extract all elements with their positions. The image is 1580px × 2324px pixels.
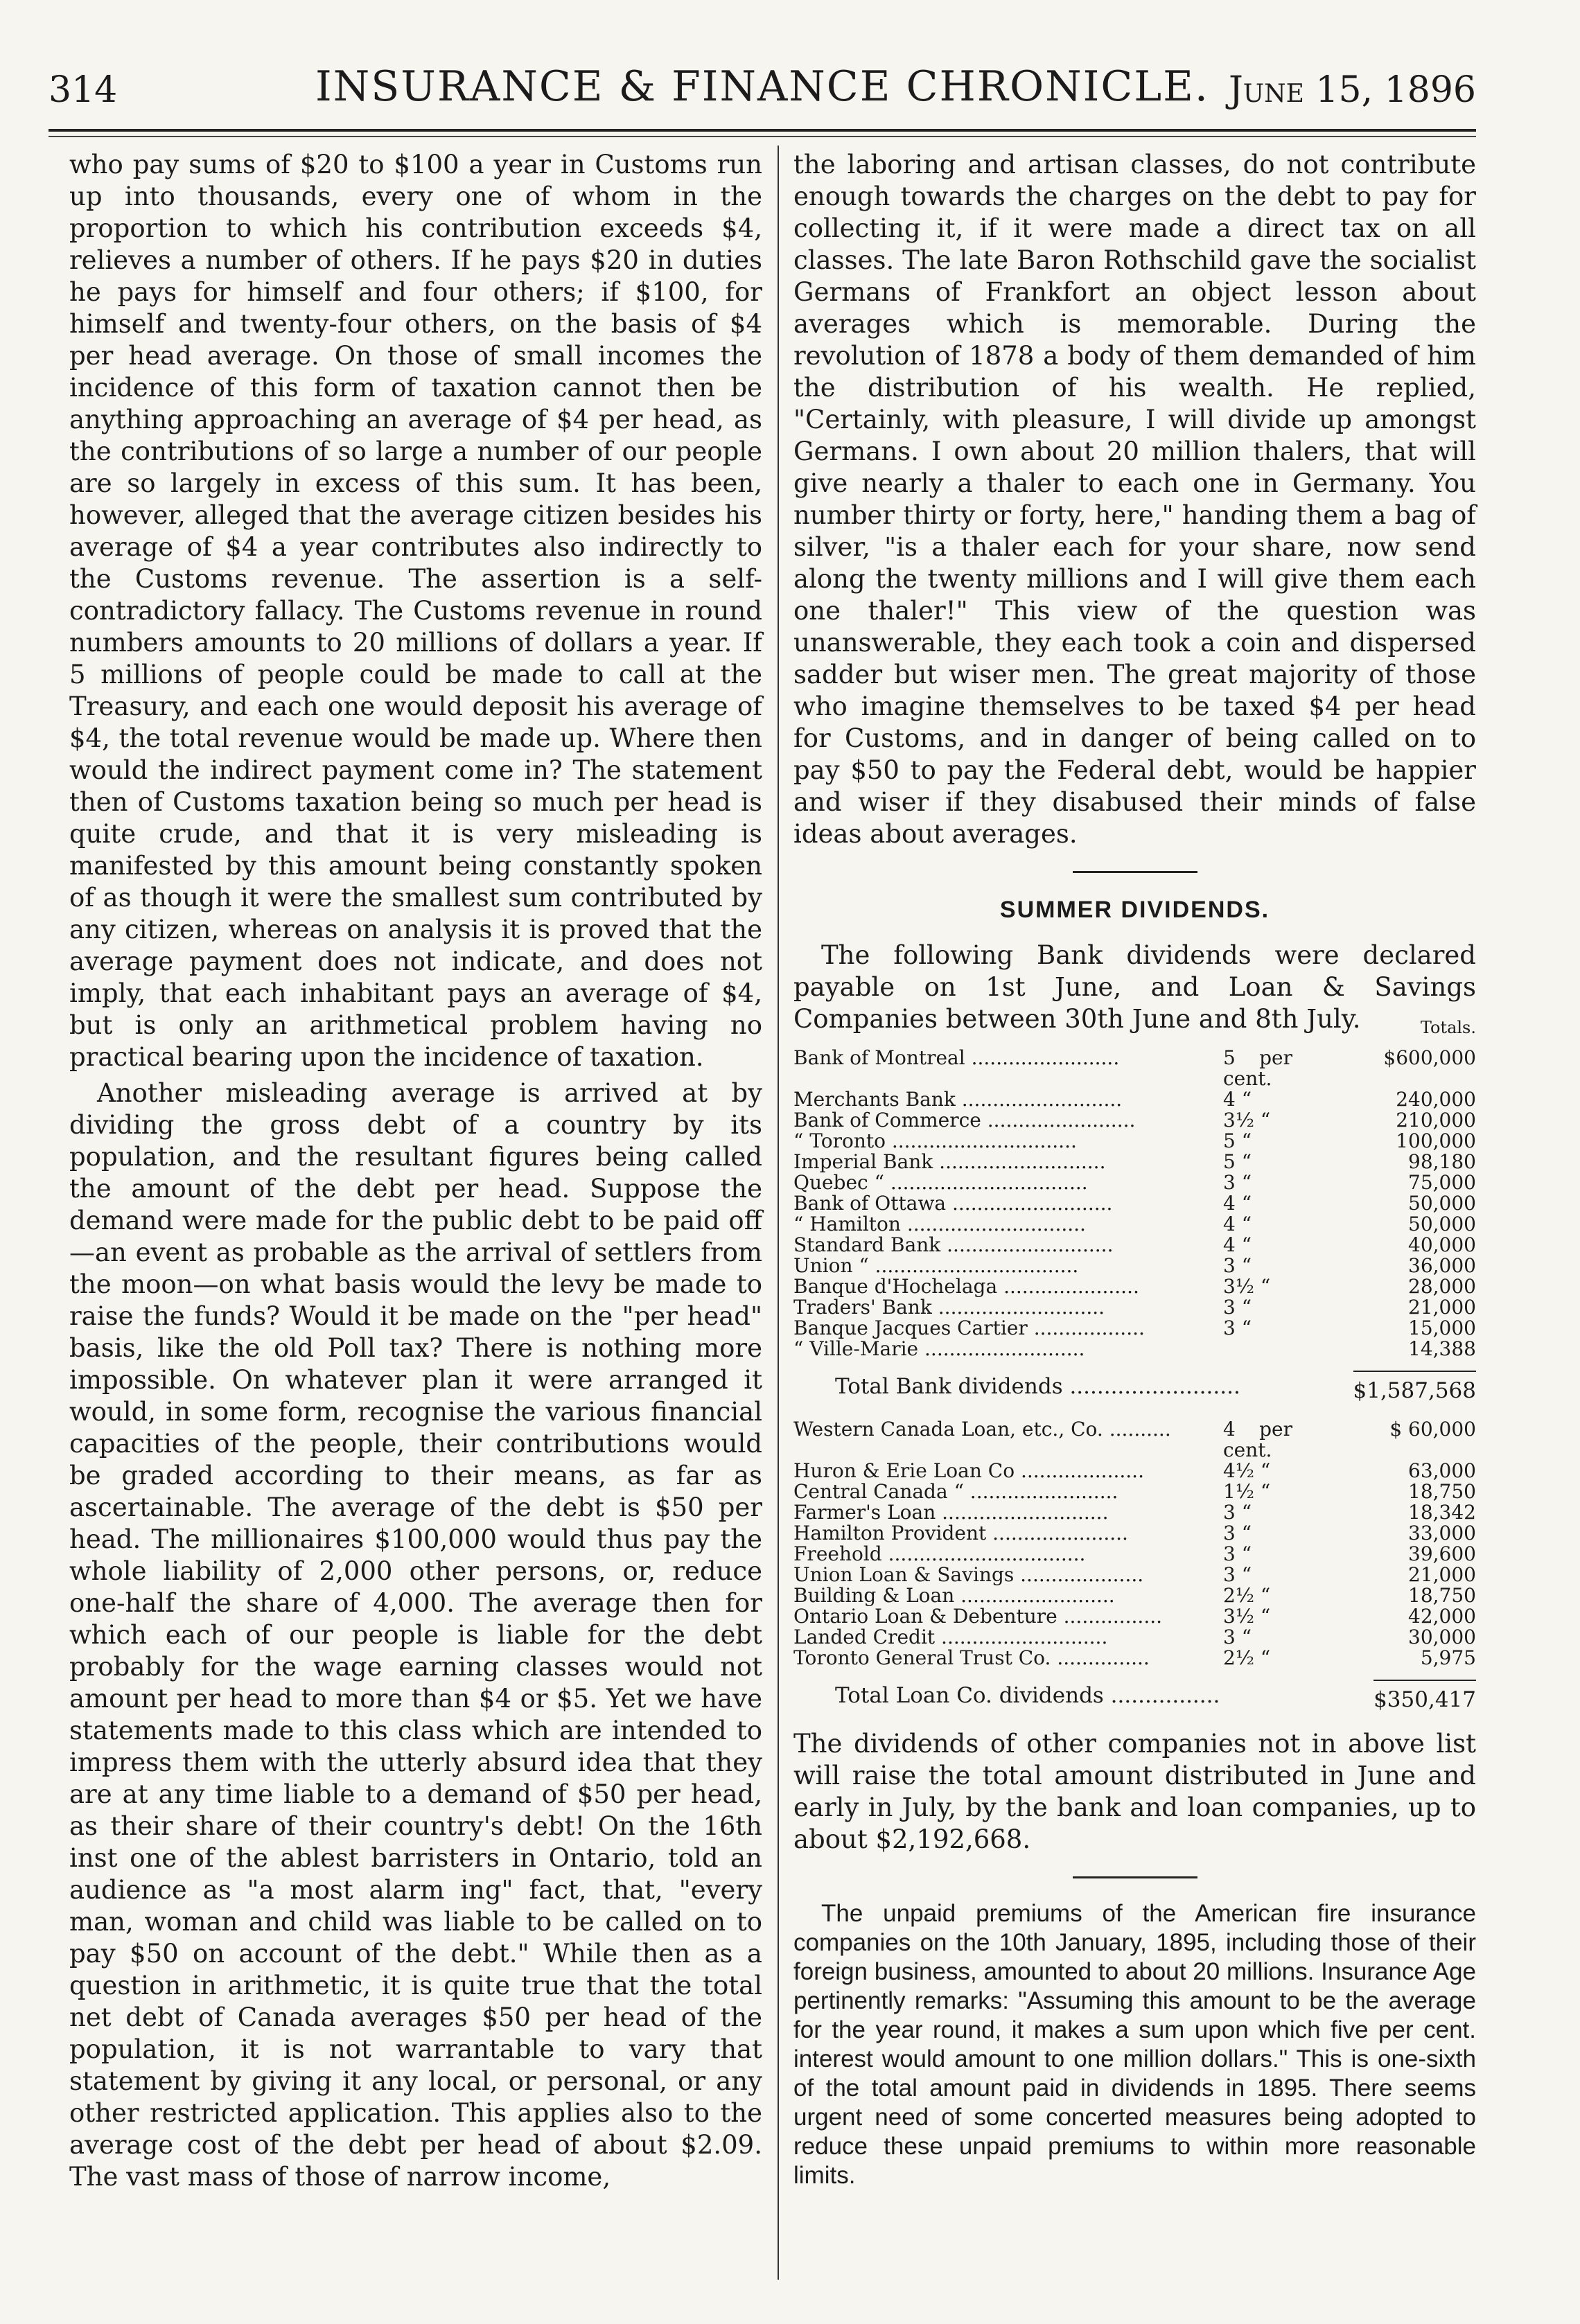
bank-amount: 50,000 <box>1408 1192 1476 1215</box>
loan-amount: 30,000 <box>1408 1626 1476 1648</box>
bank-rate: 5 “ <box>1223 1150 1252 1173</box>
bank-rate: 4 “ <box>1223 1088 1252 1111</box>
loan-rate: 4 per cent. <box>1223 1418 1292 1461</box>
bank-name: Banque Jacques Cartier .................. <box>793 1318 1145 1339</box>
bank-name: Banque d'Hochelaga ...................... <box>793 1276 1139 1297</box>
bank-rate: 4 “ <box>1223 1213 1252 1235</box>
bank-amount: 210,000 <box>1396 1109 1476 1132</box>
loan-row <box>793 1419 1476 1461</box>
bank-row <box>793 1193 1476 1214</box>
bank-rate: 3½ “ <box>1223 1109 1271 1132</box>
loan-rate: 2½ “ <box>1223 1646 1271 1669</box>
loan-row <box>793 1523 1476 1544</box>
loan-row <box>793 1461 1476 1481</box>
bank-name: Traders' Bank ........................... <box>793 1297 1105 1318</box>
loan-rate: 2½ “ <box>1223 1584 1271 1607</box>
loan-amount: 39,600 <box>1408 1542 1476 1565</box>
loan-total-row <box>793 1680 1476 1716</box>
article-paragraph: who pay sums of $20 to $100 a year in Customs run up into thousands, every one of whom in the proportion to which his contribution exceeds $4, relieves a number of others. If he pays $20 in duties he pays for himself and four others; if $100, for himself and twenty-four others, on the basis of $4 per head average. On those of small incomes the incidence of this form of taxation cannot then be anything approaching an average of $4 per head, as the contributions of so large a number of our people are so largely in excess of this sum. It has been, however, alleged that the average citizen besides his average of $4 a year contributes also indirectly to the Customs revenue. The assertion is a self-contradictory fallacy. The Customs revenue in round numbers amounts to 20 millions of dollars a year. If 5 millions of people could be made to call at the Treasury, and each one would deposit his average of $4, the total revenue would be made up. Where then would the indirect payment come in? The statement then of Customs taxation being so much per head is quite crude, and that it is very misleading is manifested by this amount being constantly spoken of as though it were the smallest sum contributed by any citizen, whereas on analysis it is proved that the average payment does not indicate, and does not imply, that each inhabitant pays an average of $4, but is only an arithmetical problem having no practical bearing upon the incidence of taxation. <box>69 150 762 1072</box>
bank-dividends-table <box>793 1048 1476 1359</box>
bank-amount: 100,000 <box>1396 1129 1476 1152</box>
header-rule <box>49 129 1476 132</box>
loan-rate: 3 “ <box>1223 1626 1252 1648</box>
loan-name: Freehold ................................ <box>793 1544 1086 1565</box>
bank-name: Quebec “ ................................ <box>793 1172 1088 1193</box>
page-header <box>49 62 1476 125</box>
bank-name: Standard Bank ........................... <box>793 1235 1114 1256</box>
bank-name: Merchants Bank .......................... <box>793 1089 1123 1110</box>
bank-row <box>793 1235 1476 1256</box>
loan-rate: 3 “ <box>1223 1542 1252 1565</box>
loan-row <box>793 1544 1476 1565</box>
bank-rate: 3 “ <box>1223 1296 1252 1319</box>
bank-amount: 28,000 <box>1408 1275 1476 1298</box>
loan-row <box>793 1481 1476 1502</box>
bank-amount: 40,000 <box>1408 1233 1476 1256</box>
loan-rate: 3½ “ <box>1223 1605 1271 1628</box>
bank-total-amount: $1,587,568 <box>1353 1371 1477 1407</box>
loan-name: Union Loan & Savings .................... <box>793 1565 1144 1585</box>
bank-name: Bank of Commerce ........................ <box>793 1110 1136 1131</box>
bank-rate <box>1223 1339 1292 1359</box>
loan-rate: 3 “ <box>1223 1501 1252 1524</box>
loan-name: Landed Credit ........................... <box>793 1627 1108 1648</box>
section-rule <box>1073 871 1197 873</box>
loan-name: Hamilton Provident ...................... <box>793 1523 1128 1544</box>
article-continuation: the laboring and artisan classes, do not contribute enough towards the charges on the debt to pay for collecting it, if it were made a direct tax on all classes. The late Baron Rothschild gave the socialist Germans of Frankfort an object lesson about averages which is memorable. During the revolution of 1878 a body of them demanded of him the distribution of his wealth. He replied, "Certainly, with pleasure, I will divide up amongst Germans. I own about 20 million thalers, that will give nearly a thaler to each one in Germany. You number thirty or forty, here," handing them a bag of silver, "is a thaler each for your share, now send along the twenty millions and I will give them each one thaler!" This view of the question was unanswerable, they each took a coin and dispersed sadder but wiser men. The great majority of those who imagine themselves to be taxed $4 per head for Customs, and in danger of being called on to pay $50 to pay the Federal debt, would be happier and wiser if they disabused their minds of false ideas about averages. <box>793 150 1476 849</box>
loan-amount: 63,000 <box>1408 1459 1476 1482</box>
bank-rate: 3 “ <box>1223 1171 1252 1194</box>
bank-total-label: Total Bank dividends ......................... <box>835 1374 1240 1399</box>
bank-rate: 5 per cent. <box>1223 1046 1292 1090</box>
bank-rate: 3 “ <box>1223 1317 1252 1339</box>
issue-date: June 15, 1896 <box>1228 69 1476 111</box>
bank-name: Union “ ................................. <box>793 1256 1079 1276</box>
header-rule-thin <box>49 136 1476 137</box>
bank-rate: 3½ “ <box>1223 1275 1271 1298</box>
bank-name: Bank of Montreal ........................ <box>793 1048 1120 1069</box>
loan-amount: 42,000 <box>1408 1605 1476 1628</box>
loan-name: Ontario Loan & Debenture ................ <box>793 1606 1163 1627</box>
section-rule <box>1073 1876 1197 1878</box>
loan-row <box>793 1585 1476 1606</box>
loan-name: Western Canada Loan, etc., Co. .......... <box>793 1419 1171 1441</box>
right-column <box>793 149 1476 2194</box>
loan-name: Building & Loan ......................... <box>793 1585 1115 1606</box>
page-number: 314 <box>49 69 118 111</box>
bank-row <box>793 1172 1476 1193</box>
loan-amount: 18,750 <box>1408 1584 1476 1607</box>
bank-amount: 21,000 <box>1408 1296 1476 1319</box>
bank-amount: 240,000 <box>1396 1088 1476 1111</box>
loan-row <box>793 1606 1476 1627</box>
bank-row <box>793 1131 1476 1152</box>
bank-name: Bank of Ottawa .......................... <box>793 1193 1113 1214</box>
loan-rate: 3 “ <box>1223 1563 1252 1586</box>
article-paragraph: Another misleading average is arrived at by dividing the gross debt of a country by its population, and the resultant figures being called the amount of the debt per head. Suppose the demand were made for the public debt to be paid off—an event as probable as the arrival of settlers from the moon—on what basis would the levy be made to raise the funds? Would it be made on the "per head" basis, like the old Poll tax? There is nothing more impossible. On whatever plan it were arranged it would, in some form, recognise the various financial capacities of the people, their contributions would be graded according to their means, as far as ascertainable. The average of the debt is $50 per head. The millionaires $100,000 would thus pay the whole liability of 2,000 other persons, or, reduce one-half the share of 4,000. The average then for which each of our people is liable for the debt probably for the wage earning classes would not amount per head to more than $4 or $5. Yet we have statements made to this class which are intended to impress them with the utterly absurd idea that they are at any time liable to a demand of $50 per head, as their share of their country's debt! On the 16th inst one of the ablest barristers in Ontario, told an audience as "a most alarm ing" fact, that, "every man, woman and child was liable to be called on to pay $50 on account of the debt." While then as a question in arithmetic, it is quite true that the total net debt of Canada averages $50 per head of the population, it is not warrantable to vary that statement by giving it any local, or personal, or any other restricted application. This applies also to the average cost of the debt per head of about $2.09. The vast mass of those of narrow income, <box>69 1078 762 2192</box>
bank-row <box>793 1048 1476 1089</box>
loan-dividends-table <box>793 1419 1476 1669</box>
loan-row <box>793 1648 1476 1669</box>
bank-name: “ Ville-Marie .......................... <box>793 1339 1085 1359</box>
loan-name: Toronto General Trust Co. ............... <box>793 1648 1150 1669</box>
bank-amount: 50,000 <box>1408 1213 1476 1235</box>
loan-amount: 33,000 <box>1408 1522 1476 1544</box>
loan-row <box>793 1627 1476 1648</box>
bank-amount: 15,000 <box>1408 1317 1476 1339</box>
loan-rate: 1½ “ <box>1223 1480 1271 1503</box>
bank-name: “ Hamilton ............................. <box>793 1214 1086 1235</box>
totals-heading: Totals. <box>1420 1018 1476 1037</box>
bank-name: Imperial Bank ........................... <box>793 1152 1106 1172</box>
bank-amount: 36,000 <box>1408 1254 1476 1277</box>
bank-amount: 14,388 <box>1408 1337 1476 1360</box>
bank-row <box>793 1089 1476 1110</box>
masthead-title: INSURANCE & FINANCE CHRONICLE. <box>315 62 1209 111</box>
bank-rate: 5 “ <box>1223 1129 1252 1152</box>
left-column <box>69 149 762 2197</box>
unpaid-premiums-text: The unpaid premiums of the American fire insurance companies on the 10th January, 1895, including those of their foreign business, amounted to about 20 millions. Insurance Age pertinently remarks: "Assuming this amount to be the average for the year round, it makes a sum upon which five per cent. interest would amount to one million dollars." This is one-sixth of the total amount paid in dividends in 1895. There seems urgent need of some concerted measures being adopted to reduce these unpaid premiums to within more reasonable limits. <box>793 1900 1476 2189</box>
bank-amount: 75,000 <box>1408 1171 1476 1194</box>
bank-row <box>793 1318 1476 1339</box>
bank-amount: $600,000 <box>1383 1046 1476 1069</box>
bank-row <box>793 1276 1476 1297</box>
bank-amount: 98,180 <box>1408 1150 1476 1173</box>
loan-rate: 3 “ <box>1223 1522 1252 1544</box>
bank-row <box>793 1297 1476 1318</box>
bank-row <box>793 1214 1476 1235</box>
bank-row <box>793 1339 1476 1359</box>
unpaid-premiums-item <box>793 1899 1476 2190</box>
loan-name: Central Canada “ ........................ <box>793 1481 1118 1502</box>
bank-rate: 3 “ <box>1223 1254 1252 1277</box>
loan-amount: $ 60,000 <box>1389 1418 1476 1441</box>
loan-total-label: Total Loan Co. dividends ................ <box>835 1683 1220 1708</box>
loan-row <box>793 1565 1476 1585</box>
loan-amount: 18,750 <box>1408 1480 1476 1503</box>
loan-name: Huron & Erie Loan Co .................... <box>793 1461 1144 1481</box>
loan-amount: 21,000 <box>1408 1563 1476 1586</box>
loan-name: Farmer's Loan ........................... <box>793 1502 1109 1523</box>
bank-row <box>793 1152 1476 1172</box>
loan-row <box>793 1502 1476 1523</box>
bank-total-row <box>793 1371 1476 1407</box>
loan-amount: 18,342 <box>1408 1501 1476 1524</box>
bank-rate: 4 “ <box>1223 1233 1252 1256</box>
column-divider <box>778 146 779 2280</box>
loan-total-amount: $350,417 <box>1373 1680 1476 1716</box>
section-intro: The following Bank dividends were declared payable on 1st June, and Loan & Savings Companies between 30th June and 8th July. <box>793 940 1476 1034</box>
loan-amount: 5,975 <box>1420 1646 1476 1669</box>
loan-rate: 4½ “ <box>1223 1459 1271 1482</box>
bank-name: “ Toronto .............................. <box>793 1131 1077 1152</box>
section-title: SUMMER DIVIDENDS. <box>999 897 1270 923</box>
bank-row <box>793 1256 1476 1276</box>
dividends-summary: The dividends of other companies not in above list will raise the total amount distributed in June and early in July, by the bank and loan companies, up to about $2,192,668. <box>793 1729 1476 1854</box>
bank-rate: 4 “ <box>1223 1192 1252 1215</box>
bank-row <box>793 1110 1476 1131</box>
